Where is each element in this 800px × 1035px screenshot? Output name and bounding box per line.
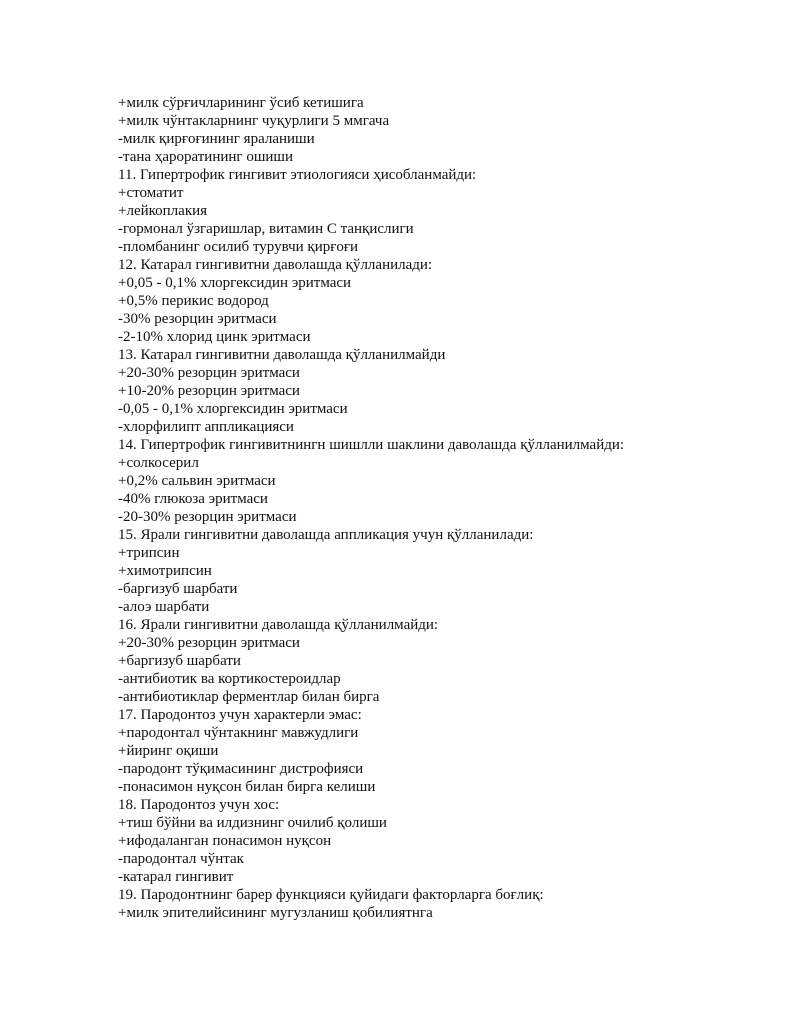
incorrect-answer-line: -40% глюкоза эритмаси [118,491,268,507]
question-line: 16. Ярали гингивитни даволашда қўлланилмайди: [118,617,439,633]
correct-answer-line: +20-30% резорцин эритмаси [118,635,300,651]
incorrect-answer-line: -баргизуб шарбати [118,581,238,597]
incorrect-answer-line: -пломбанинг осилиб турувчи қирғоғи [118,239,359,255]
question-line: 15. Ярали гингивитни даволашда аппликация учун қўлланилади: [118,527,534,543]
incorrect-answer-line: -понасимон нуқсон билан бирга келиши [118,779,376,795]
correct-answer-line: +10-20% резорцин эритмаси [118,383,300,399]
correct-answer-line: +солкосерил [118,455,199,471]
question-line: 18. Пародонтоз учун хос: [118,797,280,813]
correct-answer-line: +0,2% сальвин эритмаси [118,473,276,489]
correct-answer-line: +химотрипсин [118,563,212,579]
question-line: 14. Гипертрофик гингивитнингн шишлли шаклини даволашда қўлланилмайди: [118,437,625,453]
question-line: 12. Катарал гингивитни даволашда қўлланилади: [118,257,433,273]
incorrect-answer-line: -2-10% хлорид цинк эритмаси [118,329,311,345]
question-line: 19. Пародонтнинг барер функцияси қуйидаги факторларга боғлиқ: [118,887,544,903]
question-line: 13. Катарал гингивитни даволашда қўлланилмайди [118,347,446,363]
correct-answer-line: +тиш бўйни ва илдизнинг очилиб қолиши [118,815,387,831]
incorrect-answer-line: -пародонт тўқимасининг дистрофияси [118,761,364,777]
correct-answer-line: +милк эпителийсининг мугузланиш қобилиятнга [118,905,433,921]
incorrect-answer-line: -хлорфилипт аппликацияси [118,419,294,435]
correct-answer-line: +лейкоплакия [118,203,208,219]
incorrect-answer-line: -0,05 - 0,1% хлоргексидин эритмаси [118,401,348,417]
question-line: 11. Гипертрофик гингивит этиологияси ҳисобланмайди: [118,167,477,183]
correct-answer-line: +стоматит [118,185,184,201]
document-text [118,94,758,922]
correct-answer-line: +20-30% резорцин эритмаси [118,365,300,381]
correct-answer-line: +баргизуб шарбати [118,653,241,669]
correct-answer-line: +0,5% перикис водород [118,293,269,309]
correct-answer-line: +ифодаланган понасимон нуқсон [118,833,332,849]
incorrect-answer-line: -30% резорцин эритмаси [118,311,277,327]
correct-answer-line: +пародонтал чўнтакнинг мавжудлиги [118,725,359,741]
incorrect-answer-line: -20-30% резорцин эритмаси [118,509,297,525]
incorrect-answer-line: -милк қирғоғининг яраланиши [118,131,315,147]
incorrect-answer-line: -антибиотиклар ферментлар билан бирга [118,689,380,705]
incorrect-answer-line: -алоэ шарбати [118,599,210,615]
correct-answer-line: +милк сўрғичларининг ўсиб кетишига [118,95,364,111]
incorrect-answer-line: -антибиотик ва кортикостероидлар [118,671,341,687]
incorrect-answer-line: -тана ҳароратининг ошиши [118,149,293,165]
correct-answer-line: +милк чўнтакларнинг чуқурлиги 5 ммгача [118,113,390,129]
correct-answer-line: +йиринг оқиши [118,743,219,759]
correct-answer-line: +трипсин [118,545,180,561]
correct-answer-line: +0,05 - 0,1% хлоргексидин эритмаси [118,275,352,291]
question-line: 17. Пародонтоз учун характерли эмас: [118,707,362,723]
incorrect-answer-line: -катарал гингивит [118,869,234,885]
incorrect-answer-line: -пародонтал чўнтак [118,851,244,867]
incorrect-answer-line: -гормонал ўзгаришлар, витамин С танқислиги [118,221,414,237]
